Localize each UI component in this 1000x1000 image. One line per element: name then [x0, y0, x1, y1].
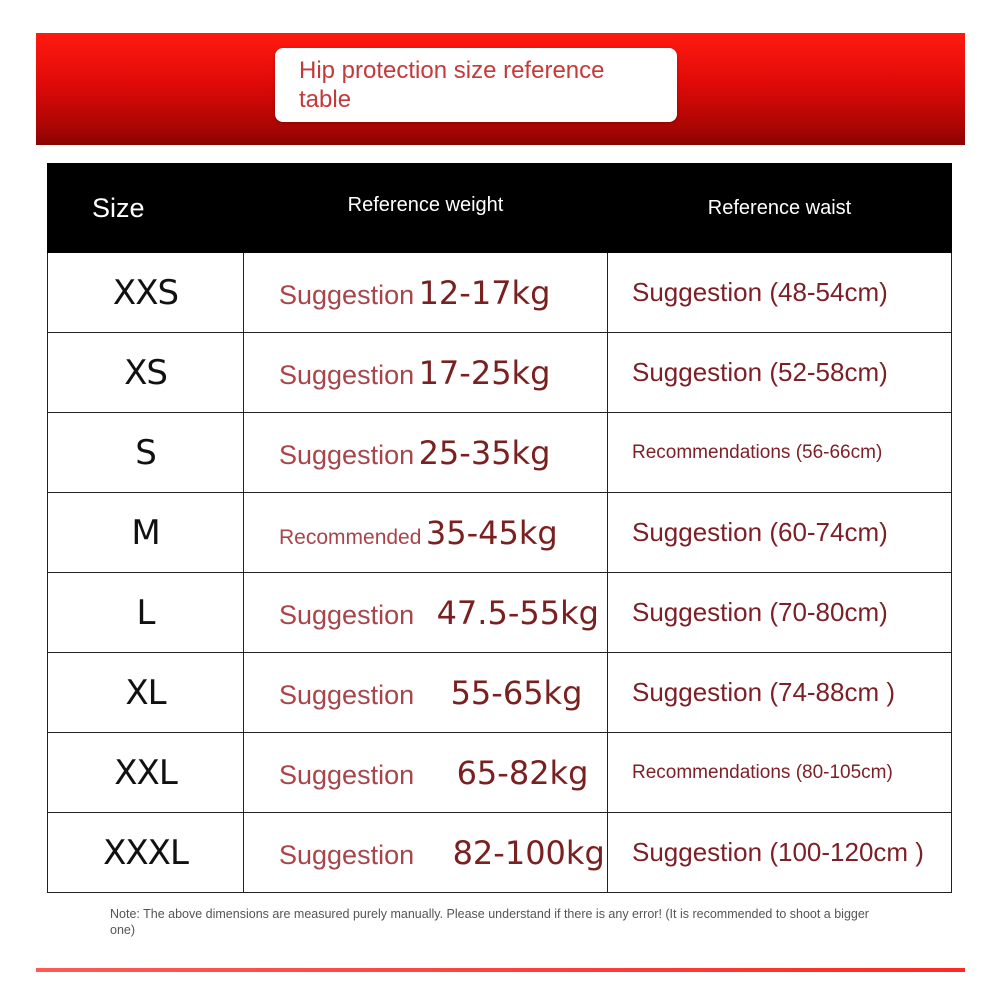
weight-label: Suggestion [279, 839, 415, 870]
weight-label: Suggestion [279, 759, 415, 790]
column-header-weight: Reference weight [244, 164, 608, 253]
disclaimer-note: Note: The above dimensions are measured purely manually. Please understand if there is any error! (It is recommended to shoot a bigger one) [110, 907, 869, 937]
weight-label: Suggestion [279, 439, 415, 470]
table-row [48, 813, 952, 893]
waist-cell: Suggestion (48-54cm) [608, 253, 952, 333]
weight-label: Recommended [279, 525, 422, 549]
weight-cell [244, 813, 608, 893]
weight-label: Suggestion [279, 679, 415, 710]
size-cell: M [48, 493, 244, 573]
size-cell: XXS [48, 253, 244, 333]
size-cell: L [48, 573, 244, 653]
weight-cell [244, 573, 608, 653]
weight-value: 17-25kg [418, 353, 551, 392]
size-cell: XXL [48, 733, 244, 813]
table-row [48, 653, 952, 733]
table-row [48, 413, 952, 493]
title-box [275, 48, 677, 122]
waist-cell: Recommendations (56-66cm) [608, 413, 952, 493]
weight-cell [244, 493, 608, 573]
weight-cell [244, 333, 608, 413]
weight-cell [244, 733, 608, 813]
bottom-accent-strip [36, 968, 965, 972]
size-cell: XL [48, 653, 244, 733]
waist-cell: Recommendations (80-105cm) [608, 733, 952, 813]
table-row [48, 493, 952, 573]
waist-cell: Suggestion (52-58cm) [608, 333, 952, 413]
weight-label: Suggestion [279, 599, 415, 630]
table-row [48, 733, 952, 813]
waist-cell: Suggestion (100-120cm ) [608, 813, 952, 893]
column-header-waist: Reference waist [608, 164, 952, 253]
waist-cell: Suggestion (60-74cm) [608, 493, 952, 573]
weight-value: 55-65kg [450, 673, 583, 712]
weight-cell [244, 253, 608, 333]
weight-cell [244, 653, 608, 733]
size-cell: XS [48, 333, 244, 413]
size-cell: S [48, 413, 244, 493]
weight-cell [244, 413, 608, 493]
size-cell: XXXL [48, 813, 244, 893]
weight-value: 47.5-55kg [436, 593, 599, 632]
weight-value: 25-35kg [418, 433, 551, 472]
page-title: Hip protection size reference table [299, 57, 605, 113]
column-header-size: Size [48, 164, 244, 253]
table-header-row [48, 164, 952, 253]
table-row [48, 253, 952, 333]
weight-value: 12-17kg [418, 273, 551, 312]
size-reference-table [47, 163, 952, 893]
waist-cell: Suggestion (70-80cm) [608, 573, 952, 653]
table-row [48, 333, 952, 413]
table-body [48, 253, 952, 893]
weight-label: Suggestion [279, 359, 415, 390]
waist-cell: Suggestion (74-88cm ) [608, 653, 952, 733]
weight-value: 82-100kg [452, 833, 605, 872]
weight-value: 35-45kg [425, 513, 558, 552]
table-row [48, 573, 952, 653]
weight-value: 65-82kg [456, 753, 589, 792]
weight-label: Suggestion [279, 279, 415, 310]
